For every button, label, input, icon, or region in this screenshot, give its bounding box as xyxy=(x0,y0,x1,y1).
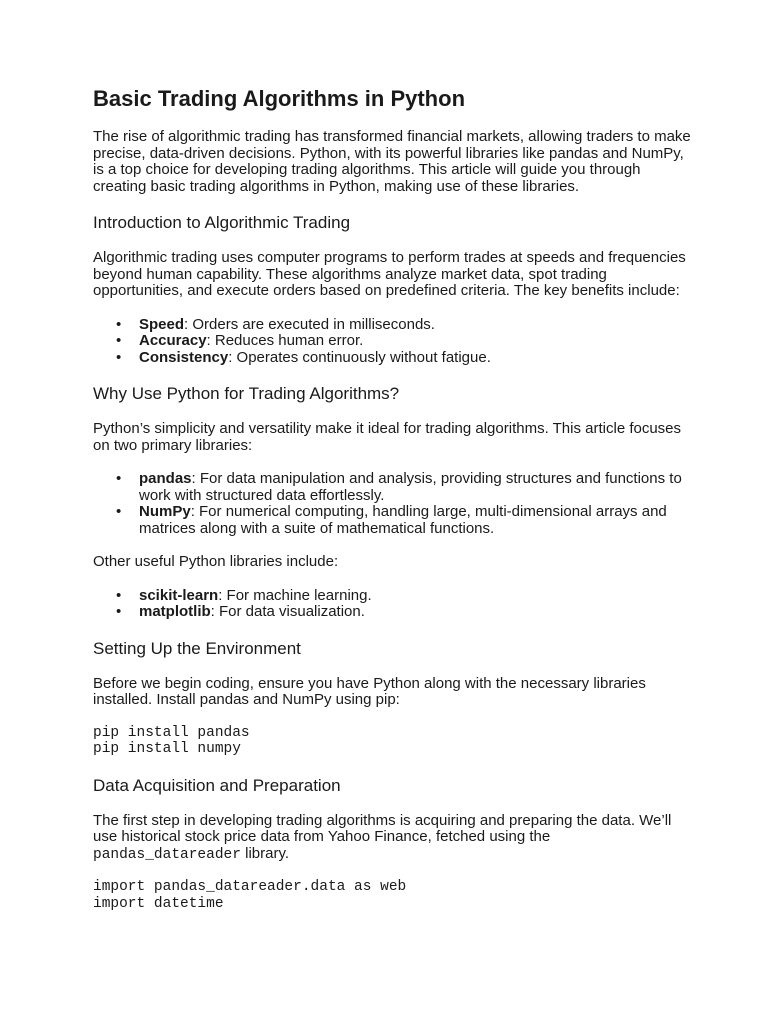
intro-paragraph: The rise of algorithmic trading has transformed financial markets, allowing traders to make precise, data-driven decisions. Python, with its powerful libraries like pandas and NumPy, is a top choice for developing trading algorithms. This article will guide you through creating basic trading algorithms in Python, making use of these libraries. xyxy=(93,128,691,195)
list-item-term: matplotlib xyxy=(139,603,211,620)
list-item xyxy=(139,604,693,621)
list-item-term: NumPy xyxy=(139,503,191,520)
list-item-desc: : For data visualization. xyxy=(210,603,365,620)
paragraph-text: The first step in developing trading algorithms is acquiring and preparing the data. We’ll use historical stock price data from Yahoo Finance, fetched using the xyxy=(93,811,672,845)
list-item-desc: : For numerical computing, handling large, multi-dimensional arrays and matrices along with a suite of mathematical functions. xyxy=(139,503,667,537)
section-heading-introduction: Introduction to Algorithmic Trading xyxy=(93,213,351,232)
section-heading-data-acquisition: Data Acquisition and Preparation xyxy=(93,775,341,795)
list-item xyxy=(139,504,693,537)
document-page xyxy=(93,84,693,912)
section-paragraph: Other useful Python libraries include: xyxy=(93,553,339,570)
code-block-imports: import pandas_datareader.data as web import datetime xyxy=(93,879,407,912)
list-item-desc: : Orders are executed in milliseconds. xyxy=(184,315,435,333)
benefits-list xyxy=(93,317,693,367)
list-item-desc: : For data manipulation and analysis, providing structures and functions to work with structured data effortlessly. xyxy=(139,470,682,504)
page-title: Basic Trading Algorithms in Python xyxy=(93,86,466,111)
section-paragraph xyxy=(93,813,693,864)
list-item-term: Speed xyxy=(139,315,185,333)
list-item xyxy=(139,333,693,350)
list-item-term: Accuracy xyxy=(139,332,207,349)
list-item xyxy=(139,317,693,334)
inline-code: pandas_datareader xyxy=(93,846,241,863)
list-item xyxy=(139,471,693,504)
list-item-desc: : For machine learning. xyxy=(218,586,372,604)
paragraph-text: library. xyxy=(240,844,289,862)
list-item-term: scikit-learn xyxy=(139,586,219,604)
section-heading-environment: Setting Up the Environment xyxy=(93,638,301,658)
section-heading-why-python: Why Use Python for Trading Algorithms? xyxy=(93,384,400,403)
list-item-desc: : Operates continuously without fatigue. xyxy=(228,348,491,366)
list-item-term: Consistency xyxy=(139,348,229,366)
section-paragraph: Before we begin coding, ensure you have Python along with the necessary libraries installed. Install pandas and NumPy using pip: xyxy=(93,674,646,708)
primary-libraries-list xyxy=(93,471,693,537)
section-paragraph: Algorithmic trading uses computer programs to perform trades at speeds and frequencies beyond human capability. These algorithms analyze market data, spot trading opportunities, and execute orders based on predefined criteria. The key benefits include: xyxy=(93,249,686,299)
section-paragraph: Python’s simplicity and versatility make it ideal for trading algorithms. This article focuses on two primary libraries: xyxy=(93,420,682,454)
list-item xyxy=(139,588,693,605)
other-libraries-list xyxy=(93,588,693,621)
code-block-install: pip install pandas pip install numpy xyxy=(93,724,250,757)
list-item-desc: : Reduces human error. xyxy=(206,332,364,349)
list-item-term: pandas xyxy=(139,470,192,487)
list-item xyxy=(139,350,693,367)
